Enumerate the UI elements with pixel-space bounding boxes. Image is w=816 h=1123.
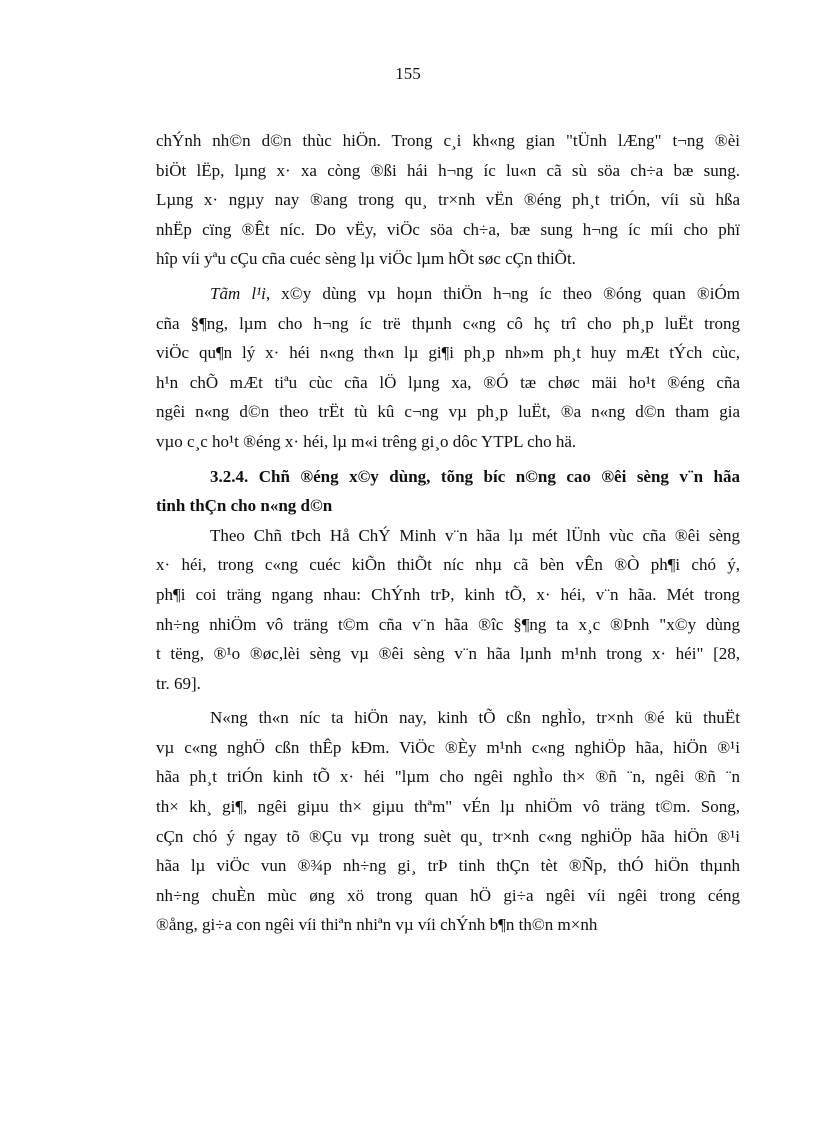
text-run: , x©y dùng vµ hoµn thiÖn h¬ng íc theo ®óng quan ®iÓm (265, 283, 740, 303)
heading-line: tinh thÇn cho n«ng d©n (156, 496, 333, 516)
section-heading (156, 462, 740, 521)
text-line: t tëng, ®¹o ®øc,lèi sèng vµ ®êi sèng v¨n hãa lµnh m¹nh trong x· héi" [28, (156, 644, 740, 664)
paragraph-1 (156, 126, 740, 274)
text-line: ®ång, gi÷a con ngêi víi thiªn nhiªn vµ víi chÝnh b¶n th©n m×nh (156, 915, 598, 935)
heading-line: 3.2.4. Chñ ®éng x©y dùng, tõng bíc n©ng cao ®êi sèng v¨n hãa (210, 466, 740, 486)
italic-lead: Tãm l¹i (210, 283, 266, 303)
text-line: hîp víi yªu cÇu cña cuéc sèng lµ viÖc lµm hÕt søc cÇn thiÕt. (156, 249, 576, 269)
text-line: h¹n chÕ mÆt tiªu cùc cña lÖ lµng xa, ®Ó tæ chøc mäi ho¹t ®éng cña (156, 372, 740, 392)
text-line: Theo Chñ tÞch Hå ChÝ Minh v¨n hãa lµ mét lÜnh vùc cña ®êi sèng (210, 525, 740, 545)
page-number: 155 (395, 64, 421, 83)
text-line: hãa ph¸t triÓn kinh tÕ x· héi "lµm cho ngêi nghÌo th× ®ñ ¨n, ngêi ®ñ ¨n (156, 767, 740, 787)
text-line: hãa lµ viÖc vun ®¾p nh÷ng gi¸ trÞ tinh thÇn tèt ®Ñp, thÓ hiÖn thµnh (156, 856, 740, 876)
paragraph-2 (156, 279, 740, 457)
paragraph-4 (156, 703, 740, 940)
text-line: cña §¶ng, lµm cho h¬ng íc trë thµnh c«ng cô hç trî cho ph¸p luËt trong (156, 313, 740, 333)
text-line: x· héi, trong c«ng cuéc kiÕn thiÕt níc nhµ cã bèn vÊn ®Ò ph¶i chó ý, (156, 555, 740, 575)
text-line: nh÷ng nhiÖm vô träng t©m cña v¨n hãa ®îc §¶ng ta x¸c ®Þnh "x©y dùng (156, 614, 740, 634)
text-line: cÇn chó ý ngay tõ ®Çu vµ trong suèt qu¸ tr×nh c«ng nghiÖp hãa hiÖn ®¹i (156, 826, 740, 846)
text-line: N«ng th«n níc ta hiÖn nay, kinh tÕ cßn nghÌo, tr×nh ®é kü thuËt (210, 708, 740, 728)
text-line (156, 279, 740, 309)
text-line: ngêi n«ng d©n theo trËt tù kû c¬ng vµ ph¸p luËt, ®a n«ng d©n tham gia (156, 402, 740, 422)
text-line: nhËp cïng ®Êt níc. Do vËy, viÖc söa ch÷a, bæ sung h¬ng íc míi cho phï (156, 219, 740, 239)
text-line: Lµng x· ngµy nay ®ang trong qu¸ tr×nh vËn ®éng ph¸t triÓn, víi sù hßa (156, 190, 740, 210)
text-line: biÖt lËp, lµng x· xa còng ®ßi hái h¬ng íc lu«n cã sù söa ch÷a bæ sung. (156, 160, 740, 180)
text-line: chÝnh nh©n d©n thùc hiÖn. Trong c¸i kh«ng gian "tÜnh lÆng" t¬ng ®èi (156, 131, 740, 150)
paragraph-3 (156, 521, 740, 699)
text-line: viÖc qu¶n lý x· héi n«ng th«n lµ gi¶i ph¸p nh»m ph¸t huy mÆt tÝch cùc, (156, 343, 740, 363)
text-line: nh÷ng chuÈn mùc øng xö trong quan hÖ gi÷a ngêi víi ngêi trong céng (156, 885, 740, 905)
text-line: th× kh¸ gi¶, ngêi giµu th× giµu thªm" vÉn lµ nhiÖm vô träng t©m. Song, (156, 797, 740, 817)
text-line: vµo c¸c ho¹t ®éng x· héi, lµ m«i trêng gi¸o dôc YTPL cho hä. (156, 431, 577, 451)
text-line: vµ c«ng nghÖ cßn thÊp kÐm. ViÖc ®Èy m¹nh c«ng nghiÖp hãa, hiÖn ®¹i (156, 737, 740, 757)
text-line: ph¶i coi träng ngang nhau: ChÝnh trÞ, kinh tÕ, x· héi, v¨n hãa. Mét trong (156, 584, 740, 604)
text-line: tr. 69]. (156, 673, 201, 693)
body-text (156, 126, 740, 940)
